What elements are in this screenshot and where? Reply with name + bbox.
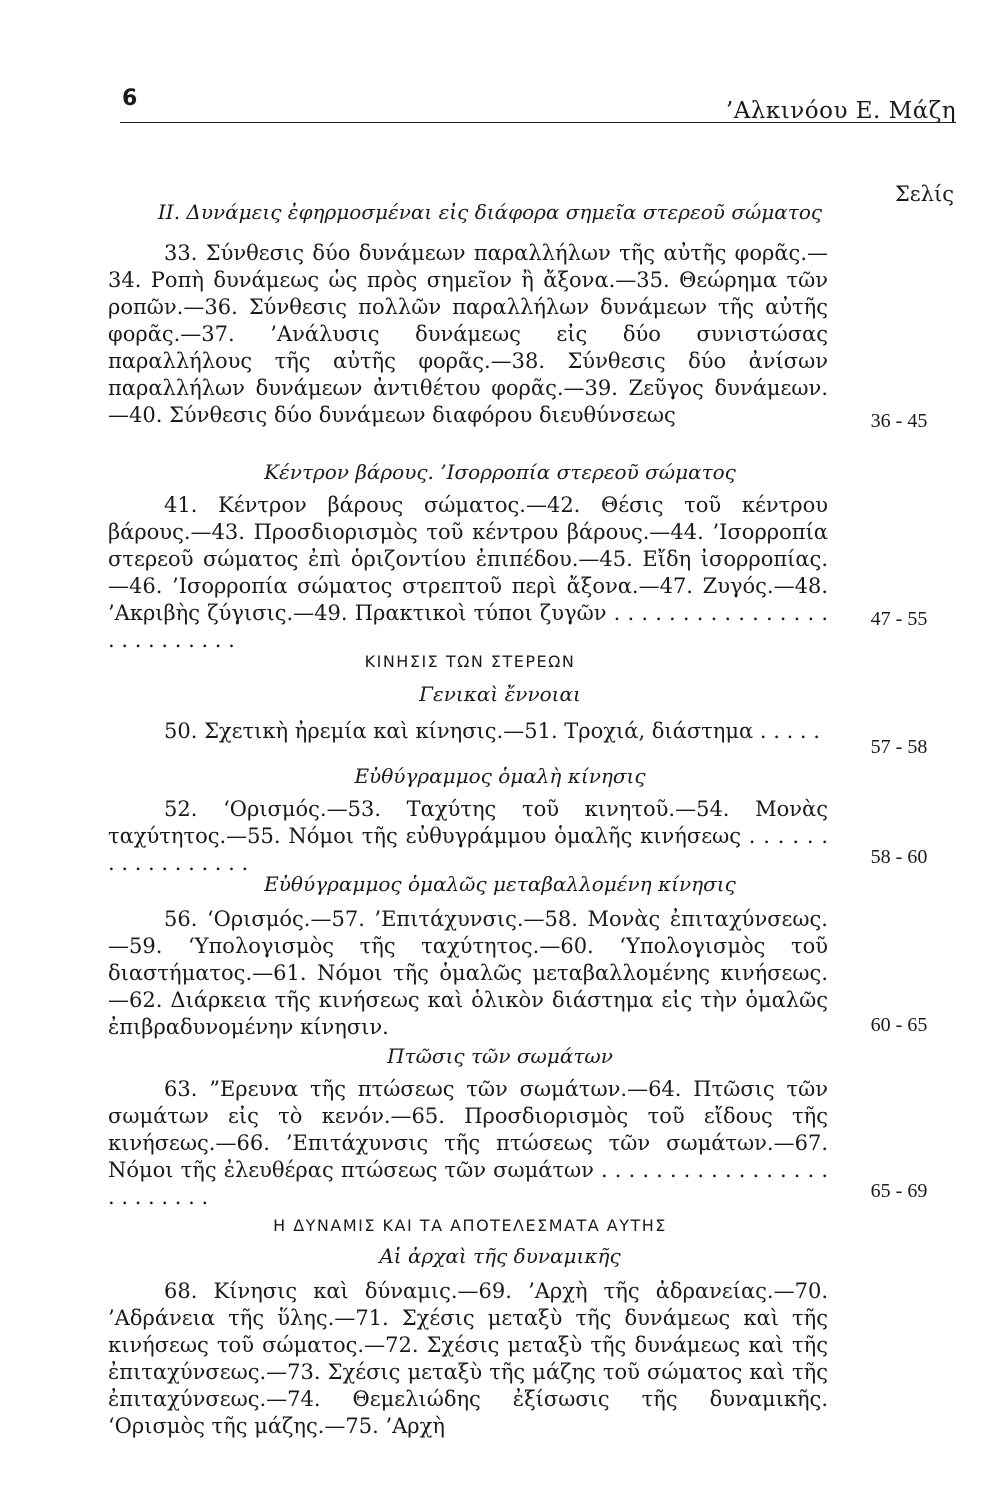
toc-entry-forces: 33. Σύνθεσις δύο δυνάμεων παραλλήλων τῆς αὐτῆς φορᾶς.—34. Ροπὴ δυνάμεως ὡς πρὸς σημεῖον ἢ ἄξονα.—35. Θεώρημα τῶν ροπῶν.—36. Σύνθεσις πολλῶν παραλλήλων δυνάμεων τῆς αὐτῆς φορᾶς.—37. ’Ανάλυσις δυνάμεως εἰς δύο συνιστώσας παραλλήλους τῆς αὐτῆς φορᾶς.—38. Σύνθεσις δύο ἀνίσων παραλλήλων δυνάμεων ἀντιθέτου φορᾶς.—39. Ζεῦγος δυνάμεων.—40. Σύνθεσις δύο δυνάμεων διαφόρου διευθύνσεως	[108, 241, 828, 427]
pages-fall: 65 - 69	[870, 1180, 928, 1202]
pages-forces: 36 - 45	[870, 410, 928, 432]
section-title-motion: ΚΙΝΗΣΙΣ ΤΩΝ ΣΤΕΡΕΩΝ	[364, 652, 576, 671]
section-title-accelerated-motion: Εὐθύγραμμος ὁμαλῶς μεταβαλλομένη κίνησις	[264, 872, 736, 896]
toc-entry-general: 50. Σχετικὴ ἠρεμία καὶ κίνησις.—51. Τροχιά, διάστημα . . . . .	[164, 719, 820, 743]
toc-entry-principles: 68. Κίνησις καὶ δύναμις.—69. ’Αρχὴ τῆς ἀδρανείας.—70. ’Αδράνεια τῆς ὕλης.—71. Σχέσις μεταξὺ τῆς δυνάμεως καὶ τῆς κινήσεως τοῦ σώματος.—72. Σχέσις μεταξὺ τῆς δυνάμεως καὶ τῆς ἐπιταχύνσεως.—73. Σχέσις μεταξὺ τῆς μάζης τοῦ σώματος καὶ τῆς ἐπιταχύνσεως.—74. Θεμελιώδης ἐξίσωσις τῆς δυναμικῆς. ‘Ορισμὸς τῆς μάζης.—75. ’Αρχὴ	[108, 1279, 828, 1438]
toc-entry-fall: 63. ”Ερευνα τῆς πτώσεως τῶν σωμάτων.—64. Πτῶσις τῶν σωμάτων εἰς τὸ κενόν.—65. Προσδιορισμὸς τοῦ εἴδους τῆς κινήσεως.—66. ’Επιτάχυνσις τῆς πτώσεως τῶν σωμάτων.—67. Νόμοι τῆς ἐλευθέρας πτώσεως τῶν σωμάτων . . . . . . . . . . . . . . . . . . . . . . . . .	[108, 1077, 828, 1209]
toc-entry-centre-of-gravity: 41. Κέντρον βάρους σώματος.—42. Θέσις τοῦ κέντρου βάρους.—43. Προσδιορισμὸς τοῦ κέντρου βάρους.—44. ’Ισορροπία στερεοῦ σώματος ἐπὶ ὁριζοντίου ἐπιπέδου.—45. Εἴδη ἰσορροπίας.—46. ’Ισορροπία σώματος στρεπτοῦ περὶ ἄξονα.—47. Ζυγός.—48. ’Ακριβὴς ζύγισις.—49. Πρακτικοὶ τύποι ζυγῶν . . . . . . . . . . . . . . . . . . . . . . . . . .	[108, 493, 828, 652]
section-title-centre-of-gravity: Κέντρον βάρους. ’Ισορροπία στερεοῦ σώματος	[264, 460, 736, 484]
pages-accelerated-motion: 60 - 65	[870, 1014, 928, 1036]
section-title-force: Η ΔΥΝΑΜΙΣ ΚΑΙ ΤΑ ΑΠΟΤΕΛΕΣΜΑΤΑ ΑΥΤΗΣ	[273, 1216, 667, 1235]
section-title-principles: Αἱ ἀρχαὶ τῆς δυναμικῆς	[379, 1244, 621, 1268]
pages-column-label: Σελίς	[894, 182, 954, 206]
section-title-general: Γενικαὶ ἔννοιαι	[419, 682, 581, 706]
section-title-fall: Πτῶσις τῶν σωμάτων	[387, 1044, 613, 1068]
pages-uniform-motion: 58 - 60	[870, 846, 928, 868]
section-title-uniform-motion: Εὐθύγραμμος ὁμαλὴ κίνησις	[354, 764, 646, 788]
running-head: ’Αλκινόου Ε. Μάζη	[725, 98, 956, 124]
toc-entry-accelerated-motion: 56. ‘Ορισμός.—57. ’Επιτάχυνσις.—58. Μονὰς ἐπιταχύνσεως.—59. ‘Υπολογισμὸς τῆς ταχύτητος.—60. ‘Υπολογισμὸς τοῦ διαστήματος.—61. Νόμοι τῆς ὁμαλῶς μεταβαλλομένης κινήσεως.—62. Διάρκεια τῆς κινήσεως καὶ ὁλικὸν διάστημα εἰς τὴν ὁμαλῶς ἐπιβραδυνομένην κίνησιν.	[108, 907, 828, 1039]
section-title-forces: ΙΙ. Δυνάμεις ἐφηρμοσμέναι εἰς διάφορα σημεῖα στερεοῦ σώματος	[157, 200, 823, 224]
page-number: 6	[122, 86, 138, 111]
header-rule	[120, 122, 956, 123]
pages-centre-of-gravity: 47 - 55	[870, 608, 928, 630]
toc-entry-uniform-motion: 52. ‘Ορισμός.—53. Ταχύτης τοῦ κινητοῦ.—54. Μονὰς ταχύτητος.—55. Νόμοι τῆς εὐθυγράμμου ὁμαλῆς κινήσεως . . . . . . . . . . . . . . . . .	[108, 797, 828, 875]
pages-general: 57 - 58	[870, 736, 928, 758]
